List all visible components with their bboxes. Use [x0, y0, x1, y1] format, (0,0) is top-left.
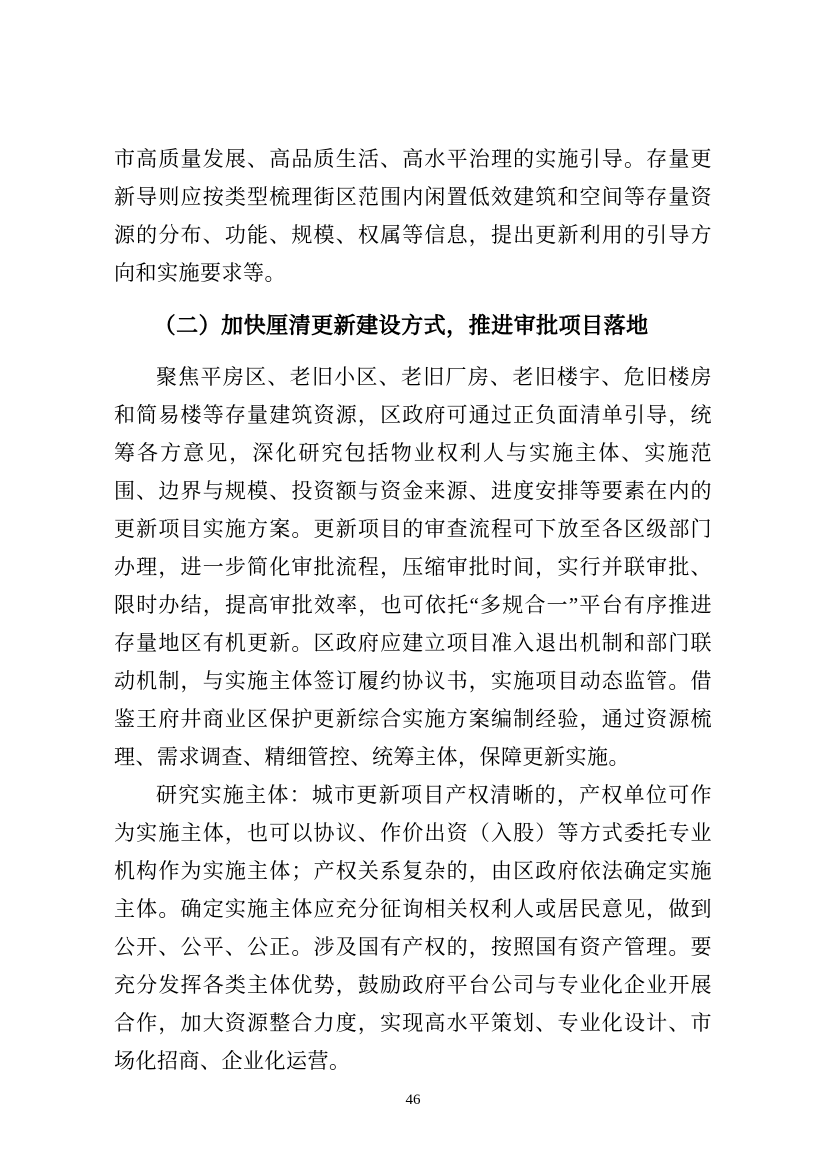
paragraph-continuation: 市高质量发展、高品质生活、高水平治理的实施引导。存量更新导则应按类型梳理街区范围内闲置低效建筑和空间等存量资源的分布、功能、规模、权属等信息，提出更新利用的引导方向和实施要求等。	[114, 147, 712, 285]
paragraph-approval-process: 聚焦平房区、老旧小区、老旧厂房、老旧楼宇、危旧楼房和简易楼等存量建筑资源，区政府可通过正负面清单引导，统筹各方意见，深化研究包括物业权利人与实施主体、实施范围、边界与规模、投资额与资金来源、进度安排等要素在内的更新项目实施方案。更新项目的审查流程可下放至各区级部门办理，进一步简化审批流程，压缩审批时间，实行并联审批、限时办结，提高审批效率，也可依托“多规合一”平台有序推进存量地区有机更新。区政府应建立项目准入退出机制和部门联动机制，与实施主体签订履约协议书，实施项目动态监管。借鉴王府井商业区保护更新综合实施方案编制经验，通过资源梳理、需求调查、精细管控、统筹主体，保障更新实施。	[114, 365, 712, 769]
section-heading: （二）加快厘清更新建设方式，推进审批项目落地	[153, 313, 649, 338]
page-number: 46	[405, 1092, 421, 1108]
paragraph-implementation-entity: 研究实施主体：城市更新项目产权清晰的，产权单位可作为实施主体，也可以协议、作价出资（入股）等方式委托专业机构作为实施主体；产权关系复杂的，由区政府依法确定实施主体。确定实施主体应充分征询相关权利人或居民意见，做到公开、公平、公正。涉及国有产权的，按照国有资产管理。要充分发挥各类主体优势，鼓励政府平台公司与专业化企业开展合作，加大资源整合力度，实现高水平策划、专业化设计、市场化招商、企业化运营。	[114, 783, 712, 1073]
document-body	[114, 140, 712, 1080]
